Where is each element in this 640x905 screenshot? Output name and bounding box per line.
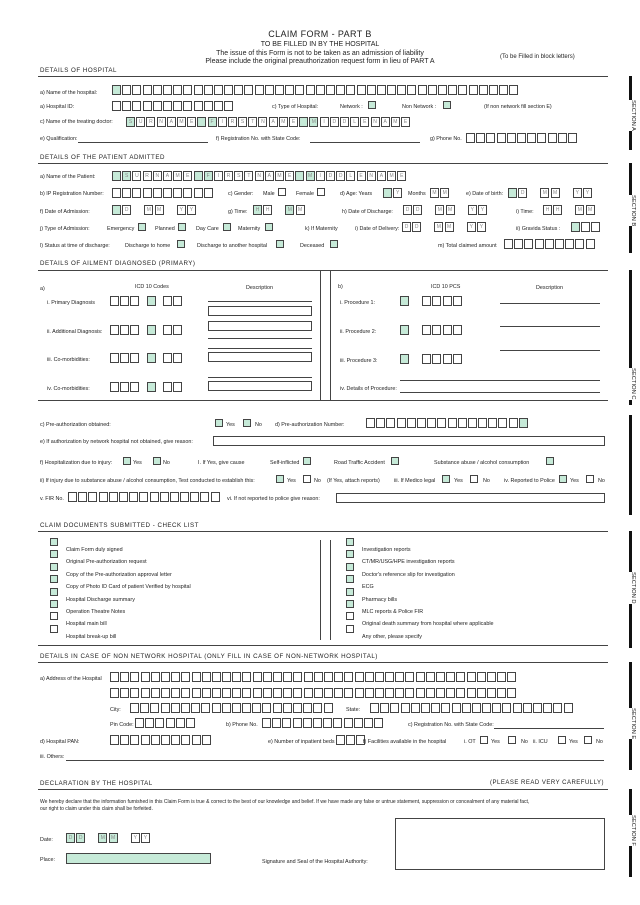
checklist-label: Operation Theatre Notes xyxy=(66,608,126,615)
dob-label: e) Date of birth: xyxy=(466,191,504,197)
checklist-checkbox[interactable] xyxy=(50,612,58,620)
section-f-note: (PLEASE READ VERY CAREFULLY) xyxy=(490,780,605,786)
section-f-label: SECTION F xyxy=(626,815,636,846)
checklist-item[interactable] xyxy=(346,550,494,566)
form-title: CLAIM FORM - PART B xyxy=(268,29,372,39)
preauth-no-checkbox[interactable] xyxy=(243,419,251,427)
if-maternity-label: k) If Maternity xyxy=(305,226,338,232)
signature-label: Signature and Seal of the Hospital Authority: xyxy=(262,859,368,865)
discharge-home-label: Discharge to home xyxy=(125,243,171,249)
total-amount-boxes[interactable] xyxy=(504,239,596,257)
primary-icd-boxes[interactable] xyxy=(110,296,183,314)
checklist-label: Original death summary from hospital where applicable xyxy=(362,621,494,628)
emergency-label: Emergency xyxy=(107,226,135,232)
icd10-heading: ICD 10 Codes xyxy=(135,284,169,290)
address-label: a) Address of the Hospital xyxy=(40,676,102,682)
planned-label: Planned xyxy=(155,226,175,232)
checklist-label: ECG xyxy=(362,584,374,591)
checklist-label: Hospital main bill xyxy=(66,621,107,628)
gender-label: c) Gender: xyxy=(228,191,254,197)
block-letters-note: (To be Filled in block letters) xyxy=(500,54,575,60)
not-reported-reason[interactable] xyxy=(336,493,605,503)
primary-diagnosis-label: i. Primary Diagnosis xyxy=(47,300,95,306)
ailment-b: b) xyxy=(338,284,343,290)
checklist-label: Any other, please specify xyxy=(362,633,422,640)
procedure3-label: iii. Procedure 3: xyxy=(340,358,378,364)
maternity-label: Maternity xyxy=(238,226,261,232)
co2-icd-boxes[interactable] xyxy=(110,382,183,400)
beds-boxes[interactable] xyxy=(336,735,367,753)
checklist-checkbox[interactable] xyxy=(346,612,354,620)
daycare-checkbox[interactable] xyxy=(223,223,231,231)
substance-yes-checkbox[interactable] xyxy=(276,475,284,483)
checklist-checkbox[interactable] xyxy=(50,588,58,596)
injury-yes-label: Yes xyxy=(133,460,142,466)
primary-desc-box[interactable] xyxy=(208,306,312,316)
ot-yes-checkbox[interactable] xyxy=(480,736,488,744)
doctor-name-boxes[interactable]: S U R N A M E F I R S T N A M E M I D D L E N A M E xyxy=(126,117,411,135)
checklist-item[interactable] xyxy=(50,575,191,591)
checklist-checkbox[interactable] xyxy=(346,588,354,596)
checklist-item[interactable] xyxy=(50,550,191,566)
gravida-label: ii) Gravida Status : xyxy=(516,226,561,232)
injury-label: f) Hospitalization due to injury: xyxy=(40,460,113,466)
male-label: Male xyxy=(263,191,275,197)
checklist-right xyxy=(346,538,494,640)
maternity-checkbox[interactable] xyxy=(265,223,273,231)
substance-no-label: No xyxy=(314,478,321,484)
age-label: d) Age: Years xyxy=(340,191,373,197)
checklist-label: Copy of Photo ID Card of patient Verified by hospital xyxy=(66,584,191,591)
fir-boxes[interactable] xyxy=(68,492,221,510)
ot-no-label: No xyxy=(521,739,528,745)
attach-label: (If Yes, attach reports) xyxy=(327,478,380,484)
checklist-item[interactable] xyxy=(50,625,191,640)
discharge-another-label: Discharge to another hospital xyxy=(197,243,268,249)
checklist-label: Hospital Discharge summary xyxy=(66,596,135,603)
checklist-item[interactable] xyxy=(50,600,191,615)
non-network-checkbox[interactable] xyxy=(443,101,451,109)
checklist-label: Hospital break-up bill xyxy=(66,633,117,640)
section-a-heading: DETAILS OF HOSPITAL xyxy=(40,67,118,74)
declaration-date-boxes[interactable]: D D M M Y Y xyxy=(66,833,151,851)
months-label: Months xyxy=(408,191,426,197)
self-inflicted-label: Self-inflicted xyxy=(270,460,300,466)
phone-label: g) Phone No. xyxy=(430,136,462,142)
injury-no-checkbox[interactable] xyxy=(153,457,161,465)
rta-label: Road Traffic Accident xyxy=(334,460,385,466)
desc-heading: Description xyxy=(246,285,273,291)
emergency-checkbox[interactable] xyxy=(138,223,146,231)
total-amount-label: m) Total claimed amount xyxy=(438,243,497,249)
patient-name-boxes[interactable]: S U R N A M E F I R S T N A M E M I D D L E N A M E xyxy=(112,171,407,189)
police-no-label: No xyxy=(598,478,605,484)
substance-yes-label: Yes xyxy=(287,478,296,484)
procedure1-boxes[interactable] xyxy=(400,296,463,314)
checklist-checkbox[interactable] xyxy=(50,625,58,633)
checklist-item[interactable] xyxy=(346,600,494,615)
pan-boxes[interactable] xyxy=(110,735,212,753)
police-yes-checkbox[interactable] xyxy=(559,475,567,483)
medico-no-checkbox[interactable] xyxy=(470,475,478,483)
declaration-text1: We hereby declare that the information furnished in this Claim Form is true & correct to the best of our knowledge and belief. If we have made any false or untrue statement, suppression or concealment of any material fact, xyxy=(40,799,530,805)
gravida-boxes[interactable] xyxy=(571,222,602,240)
preauth-yes-label: Yes xyxy=(226,422,235,428)
co1-icd-boxes[interactable] xyxy=(110,353,183,371)
header-line2: The issue of this Form is not to be taken as an admission of liability xyxy=(216,50,424,57)
pin-label: Pin Code: xyxy=(110,722,134,728)
nn-reg-label: c) Registration No. with State Code: xyxy=(408,722,494,728)
substance-label: Substance abuse / alcohol consumption xyxy=(434,460,530,466)
doctor-label: c) Name of the treating doctor: xyxy=(40,119,113,125)
icu-yes-label: Yes xyxy=(569,739,578,745)
self-inflicted-checkbox[interactable] xyxy=(303,457,311,465)
header-line3: Please include the original preauthorization request form in lieu of PART A xyxy=(205,58,435,65)
patient-name-label: a) Name of the Patient: xyxy=(40,174,96,180)
female-label: Female xyxy=(296,191,314,197)
status-label: l) Status at time of discharge: xyxy=(40,243,110,249)
time-label: g) Time: xyxy=(228,209,248,215)
time2-boxes[interactable]: H H M M xyxy=(543,205,596,223)
state-label: State: xyxy=(346,707,361,713)
pan-label: d) Hospital PAN: xyxy=(40,739,80,745)
checklist-item[interactable] xyxy=(50,563,191,578)
icu-no-checkbox[interactable] xyxy=(584,736,592,744)
others-label: iii. Others: xyxy=(40,754,65,760)
discharge-home-checkbox[interactable] xyxy=(177,240,185,248)
network-label: Network : xyxy=(340,104,363,110)
icu-yes-checkbox[interactable] xyxy=(558,736,566,744)
ip-boxes[interactable] xyxy=(112,188,214,206)
ot-no-checkbox[interactable] xyxy=(508,736,516,744)
not-reported-label: vi. If not reported to police give reason: xyxy=(227,496,320,502)
procedure-details-label: iv. Details of Procedure: xyxy=(340,386,397,392)
checklist-label: Pharmacy bills xyxy=(362,596,398,603)
substance-no-checkbox[interactable] xyxy=(303,475,311,483)
cause-label: I. If Yes, give cause xyxy=(198,460,245,466)
not-obtained-label: e) If authorization by network hospital not obtained, give reason: xyxy=(40,439,193,445)
age-months-boxes[interactable]: M M xyxy=(430,188,450,206)
deceased-checkbox[interactable] xyxy=(330,240,338,248)
nn-phone-boxes[interactable] xyxy=(262,718,384,736)
non-network-label: Non Network : xyxy=(402,104,437,110)
co-morbidities1-label: iii. Co-morbidities: xyxy=(47,357,90,363)
checklist-checkbox[interactable] xyxy=(346,550,354,558)
checklist-item[interactable] xyxy=(50,538,191,553)
beds-label: e) Number of inpatient beds xyxy=(268,739,335,745)
checklist-label: Claim Form duly signed xyxy=(66,547,123,553)
place-label: Place: xyxy=(40,857,55,863)
additional-diagnosis-label: ii. Additional Diagnosis: xyxy=(47,329,103,335)
checklist-checkbox[interactable] xyxy=(346,625,354,633)
ot-yes-label: Yes xyxy=(491,739,500,745)
header-line1: TO BE FILLED IN BY THE HOSPITAL xyxy=(260,41,380,48)
checklist-item[interactable] xyxy=(346,612,494,628)
checklist-checkbox[interactable] xyxy=(346,538,354,546)
section-d-heading: CLAIM DOCUMENTS SUBMITTED - CHECK LIST xyxy=(40,522,199,529)
section-c-heading: DETAILS OF AILMENT DIAGNOSED (PRIMARY) xyxy=(40,260,196,267)
section-e-label: SECTION E xyxy=(626,708,636,739)
procedure3-boxes[interactable] xyxy=(400,354,463,372)
city-label: City: xyxy=(110,707,121,713)
hospital-id-label: a) Hospital ID: xyxy=(40,104,75,110)
hospital-phone-boxes[interactable] xyxy=(466,133,578,151)
preauth-number-label: d) Pre-authorization Number: xyxy=(275,422,345,428)
medico-label: iii. If Medico legal xyxy=(394,478,436,484)
age-years-boxes[interactable]: Y xyxy=(383,188,403,206)
delivery-boxes[interactable]: D D M M Y Y xyxy=(402,222,487,240)
co-morbidities2-label: iv. Co-morbidities: xyxy=(47,386,90,392)
medico-yes-label: Yes xyxy=(454,478,463,484)
substance-checkbox[interactable] xyxy=(546,457,554,465)
substance-test-label: ii) If injury due to substance abuse / alcohol consumption, Test conducted to establish this: xyxy=(40,478,255,484)
checklist-label: Original Pre-authorization request xyxy=(66,559,147,566)
checklist-left xyxy=(50,538,191,640)
checklist-item[interactable] xyxy=(346,588,494,603)
police-yes-label: Yes xyxy=(570,478,579,484)
preauth-no-label: No xyxy=(255,422,262,428)
checklist-label: Doctor's reference slip for investigation xyxy=(362,571,455,578)
place-field[interactable] xyxy=(66,853,211,864)
pin-boxes[interactable] xyxy=(135,718,196,736)
non-network-note: (If non network fill section E) xyxy=(484,104,552,110)
planned-checkbox[interactable] xyxy=(178,223,186,231)
ip-label: b) IP Registration Number: xyxy=(40,191,104,197)
icu-label: ii. ICU xyxy=(533,739,548,745)
checklist-checkbox[interactable] xyxy=(50,600,58,608)
facilities-label: f) Facilities available in the hospital xyxy=(363,739,447,745)
female-checkbox[interactable] xyxy=(317,188,325,196)
hospital-type-label: c) Type of Hospital: xyxy=(272,104,319,110)
network-checkbox[interactable] xyxy=(368,101,376,109)
injury-no-label: No xyxy=(163,460,170,466)
procedure1-label: i. Procedure 1: xyxy=(340,300,376,306)
preauth-number-boxes[interactable] xyxy=(366,418,529,436)
checklist-checkbox[interactable] xyxy=(346,575,354,583)
checklist-checkbox[interactable] xyxy=(50,563,58,571)
time2-label: i) Time: xyxy=(516,209,534,215)
procedure2-boxes[interactable] xyxy=(400,325,463,343)
nn-phone-label: b) Phone No. xyxy=(226,722,258,728)
deceased-label: Deceased xyxy=(300,243,325,249)
rta-checkbox[interactable] xyxy=(391,457,399,465)
co2-desc-box[interactable] xyxy=(208,381,312,391)
declaration-text2: our right to claim under this claim shall be forfeited. xyxy=(40,806,153,812)
medico-no-label: No xyxy=(483,478,490,484)
police-label: iv. Reported to Police xyxy=(504,478,555,484)
checklist-checkbox[interactable] xyxy=(50,538,58,546)
dod-boxes[interactable]: D D M M Y Y xyxy=(403,205,488,223)
additional-icd-boxes[interactable] xyxy=(110,325,183,343)
time-boxes[interactable]: H H M M xyxy=(253,205,306,223)
police-no-checkbox[interactable] xyxy=(586,475,594,483)
section-b-label: SECTION B xyxy=(626,195,636,226)
fir-label: v. FIR No. xyxy=(40,496,64,502)
checklist-item[interactable] xyxy=(346,538,494,553)
checklist-item[interactable] xyxy=(346,563,494,578)
doa-label: f) Date of Admission: xyxy=(40,209,90,215)
co1-desc-box[interactable] xyxy=(208,352,312,362)
procedure2-label: ii. Procedure 2: xyxy=(340,329,377,335)
checklist-checkbox[interactable] xyxy=(50,575,58,583)
checklist-checkbox[interactable] xyxy=(50,550,58,558)
hospital-name-row[interactable]: a) Name of the hospital: xyxy=(40,90,98,96)
not-obtained-reason[interactable] xyxy=(213,436,605,446)
ailment-a: a) xyxy=(40,286,45,292)
checklist-label: Copy of the Pre-authorization approval letter xyxy=(66,571,172,578)
state-boxes[interactable] xyxy=(370,703,574,721)
section-a-label: SECTION A xyxy=(626,100,636,131)
checklist-label: Investigation reports xyxy=(362,547,411,553)
section-b-heading: DETAILS OF THE PATIENT ADMITTED xyxy=(40,154,165,161)
registration-label: f) Registration No. with State Code: xyxy=(216,136,301,142)
preauth-label: c) Pre-authorization obtained: xyxy=(40,422,111,428)
section-d-label: SECTION D xyxy=(626,572,636,604)
male-checkbox[interactable] xyxy=(278,188,286,196)
checklist-label: MLC reports & Police FIR xyxy=(362,608,424,615)
doa-boxes[interactable]: D M M Y Y xyxy=(112,205,197,223)
section-e-heading: DETAILS IN CASE OF NON NETWORK HOSPITAL (ONLY FILL IN CASE OF NON-NETWORK HOSPITAL) xyxy=(40,653,378,660)
signature-seal-box[interactable] xyxy=(395,818,605,870)
section-f-heading: DECLARATION BY THE HOSPITAL xyxy=(40,780,153,787)
checklist-checkbox[interactable] xyxy=(346,600,354,608)
checklist-label: CT/MR/USG/HPE investigation reports xyxy=(362,559,455,566)
ot-label: i. OT xyxy=(464,739,476,745)
admission-type-label: j) Type of Admission: xyxy=(40,226,90,232)
preauth-yes-checkbox[interactable] xyxy=(215,419,223,427)
date-label: Date: xyxy=(40,837,53,843)
medico-yes-checkbox[interactable] xyxy=(442,475,450,483)
dod-label: h) Date of Discharge: xyxy=(342,209,393,215)
desc2-heading: Description xyxy=(536,285,563,291)
additional-desc-box[interactable] xyxy=(208,321,312,331)
qualification-label: e) Qualification: xyxy=(40,136,78,142)
delivery-label: i) Date of Delivery: xyxy=(355,226,400,232)
daycare-label: Day Care xyxy=(196,226,219,232)
icd10pcs-heading: ICD 10 PCS xyxy=(431,284,461,290)
discharge-another-checkbox[interactable] xyxy=(276,240,284,248)
injury-yes-checkbox[interactable] xyxy=(123,457,131,465)
checklist-checkbox[interactable] xyxy=(346,563,354,571)
dob-boxes[interactable]: D M M Y Y xyxy=(508,188,593,206)
section-c-label: SECTION C xyxy=(626,368,636,400)
icu-no-label: No xyxy=(596,739,603,745)
